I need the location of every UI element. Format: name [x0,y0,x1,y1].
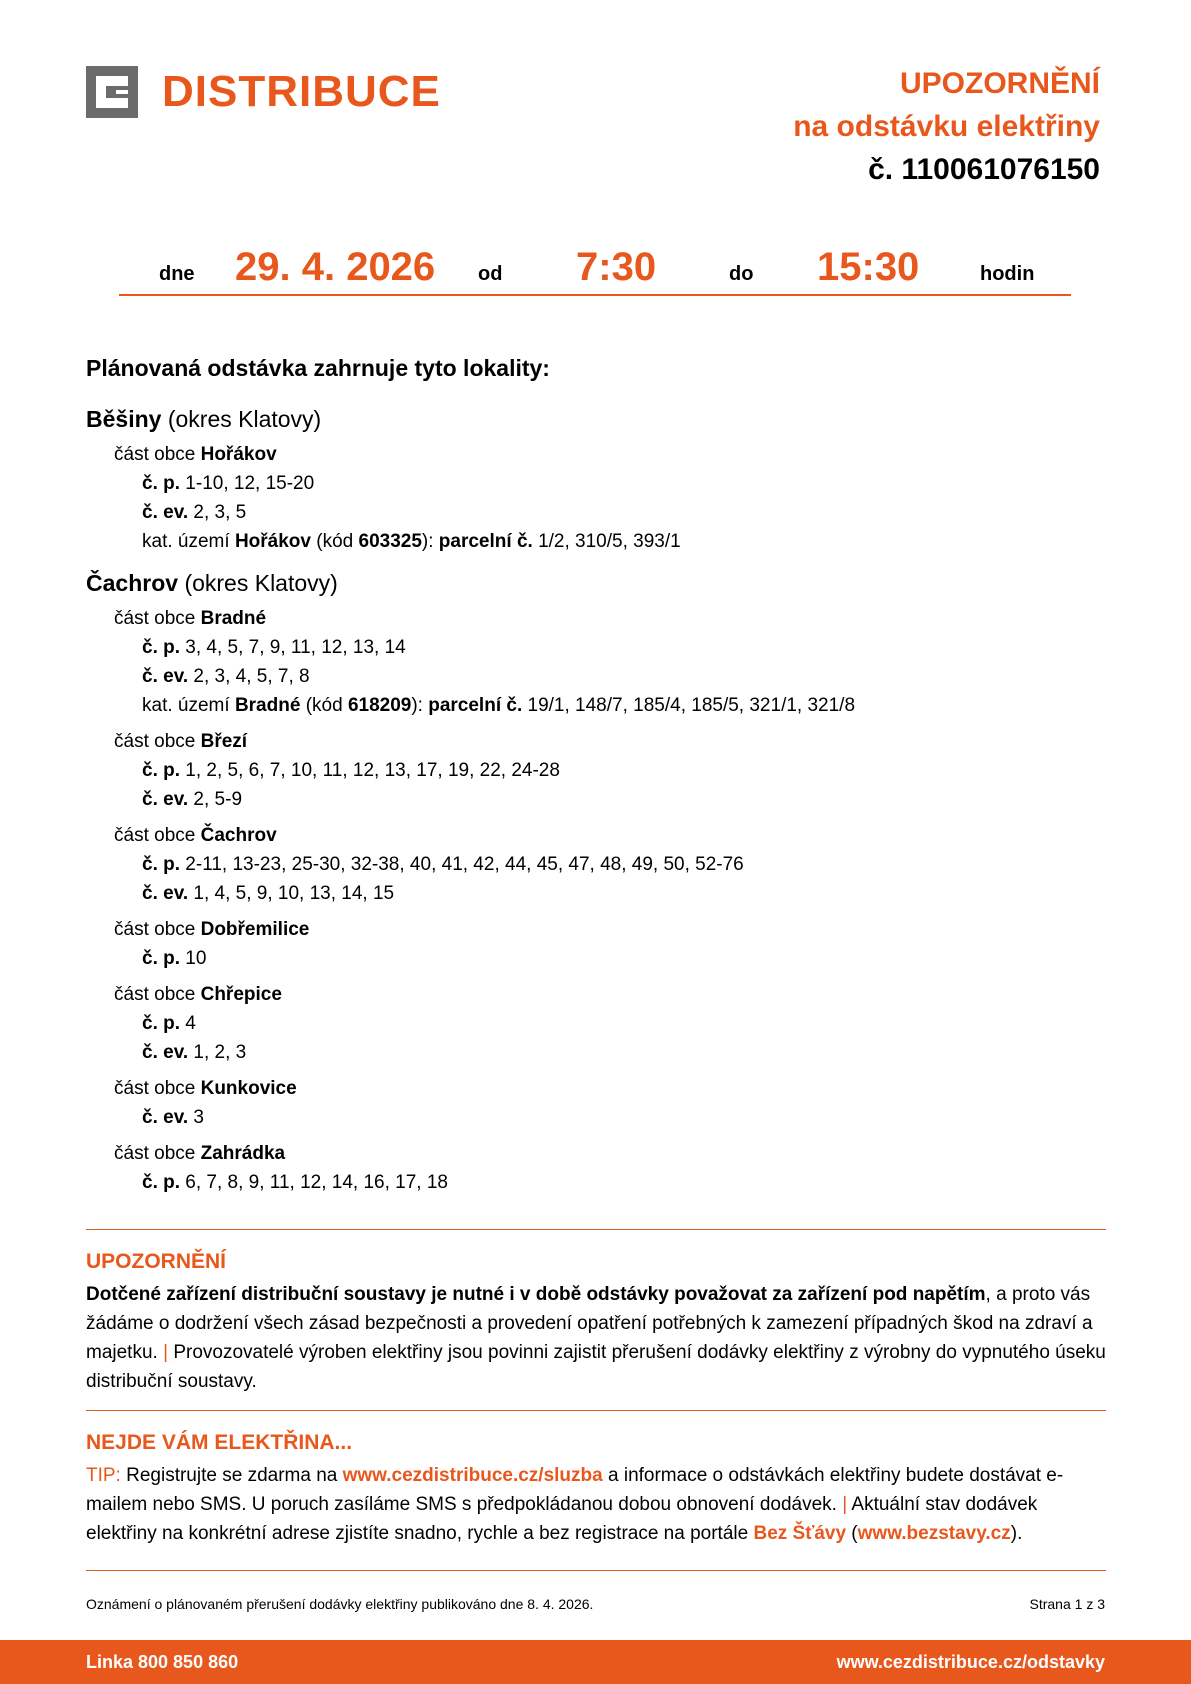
registry-numbers: č. ev. 2, 5-9 [142,789,243,810]
time-from: 7:30 [576,245,657,289]
town-heading: Čachrov (okres Klatovy) [86,570,338,596]
house-numbers: č. p. 2-11, 13-23, 25-30, 32-38, 40, 41, 42, 44, 45, 47, 48, 49, 50, 52-76 [142,854,744,875]
notice-heading [793,62,1100,191]
notice-subtitle: na odstávku elektřiny [793,110,1100,143]
registry-numbers: č. ev. 3 [142,1107,204,1128]
warning-title: UPOZORNĚNÍ [86,1250,227,1273]
logo [86,66,441,118]
tip-text: TIP: Registrujte se zdarma na www.cezdistribuce.cz/sluzba a informace o odstávkách elektřiny budete dostávat e-mailem nebo SMS. U poruch zasíláme SMS s předpokládanou dobou obnovení dodávek. | Aktuální stav dodávek elektřiny na konkrétní adrese zjistíte snadno, rychle a bez registrace na portále Bez Šťávy (www.bezstavy.cz). [86,1465,1064,1544]
house-numbers: č. p. 1, 2, 5, 6, 7, 10, 11, 12, 13, 17, 19, 22, 24-28 [142,760,560,781]
registry-numbers: č. ev. 2, 3, 4, 5, 7, 8 [142,666,310,687]
tip-box [86,1410,1106,1548]
part-heading: část obce Dobřemilice [114,919,310,940]
warning-box [86,1229,1106,1396]
house-numbers: č. p. 6, 7, 8, 9, 11, 12, 14, 16, 17, 18 [142,1172,448,1193]
divider [86,1570,1106,1571]
bottom-bar [0,1640,1191,1684]
house-numbers: č. p. 10 [142,948,207,969]
town-heading: Běšiny (okres Klatovy) [86,406,322,432]
tip-title: NEJDE VÁM ELEKTŘINA... [86,1431,353,1454]
registry-numbers: č. ev. 2, 3, 5 [142,502,247,523]
notice-title: UPOZORNĚNÍ [899,67,1100,100]
house-numbers: č. p. 1-10, 12, 15-20 [142,473,315,494]
house-numbers: č. p. 3, 4, 5, 7, 9, 11, 12, 13, 14 [142,637,406,658]
house-numbers: č. p. 4 [142,1013,196,1034]
bezstavy-link[interactable]: www.bezstavy.cz [857,1523,1011,1544]
town-list [86,406,1106,1197]
time-to: 15:30 [817,245,920,289]
registration-link[interactable]: www.cezdistribuce.cz/sluzba [342,1465,603,1486]
hotline-link[interactable]: Linka 800 850 860 [86,1652,239,1672]
od-label: od [478,263,503,285]
part-heading: část obce Chřepice [114,984,282,1005]
part-heading: část obce Čachrov [114,825,277,846]
part-heading: část obce Bradné [114,608,267,629]
published-note: Oznámení o plánovaném přerušení dodávky elektřiny publikováno dne 8. 4. 2026. [86,1596,594,1612]
notice-number: č. 110061076150 [868,153,1100,186]
schedule-row [119,242,1071,296]
do-label: do [729,263,754,285]
hodin-label: hodin [980,263,1035,285]
dne-label: dne [159,263,195,285]
page-indicator: Strana 1 z 3 [1029,1596,1105,1612]
part-heading: část obce Zahrádka [114,1143,286,1164]
odstavky-link[interactable]: www.cezdistribuce.cz/odstavky [836,1652,1105,1672]
portal-name: Bez Šťávy [753,1523,847,1544]
cadastral-parcels: kat. území Hořákov (kód 603325): parcelní č. 1/2, 310/5, 393/1 [142,531,681,552]
cez-logo-icon [86,66,138,118]
footer-note [86,1596,1105,1612]
outage-date: 29. 4. 2026 [235,245,436,289]
cadastral-parcels: kat. území Bradné (kód 618209): parcelní č. 19/1, 148/7, 185/4, 185/5, 321/1, 321/8 [142,695,856,716]
warning-text: Dotčené zařízení distribuční soustavy je nutné i v době odstávky považovat za zařízení pod napětím, a proto vás žádáme o dodržení všech zásad bezpečnosti a provedení opatření potřebných k zamezení případných škod na zdraví a majetku. | Provozovatelé výroben elektřiny jsou povinni zajistit přerušení dodávky elektřiny z výrobny do vypnutého úseku distribuční soustavy. [86,1284,1106,1392]
registry-numbers: č. ev. 1, 2, 3 [142,1042,247,1063]
part-heading: část obce Hořákov [114,444,277,465]
logo-text: DISTRIBUCE [162,67,441,116]
registry-numbers: č. ev. 1, 4, 5, 9, 10, 13, 14, 15 [142,883,395,904]
part-heading: část obce Březí [114,731,248,752]
localities [86,355,1106,1197]
intro-heading: Plánovaná odstávka zahrnuje tyto lokality: [86,355,550,381]
part-heading: část obce Kunkovice [114,1078,297,1099]
